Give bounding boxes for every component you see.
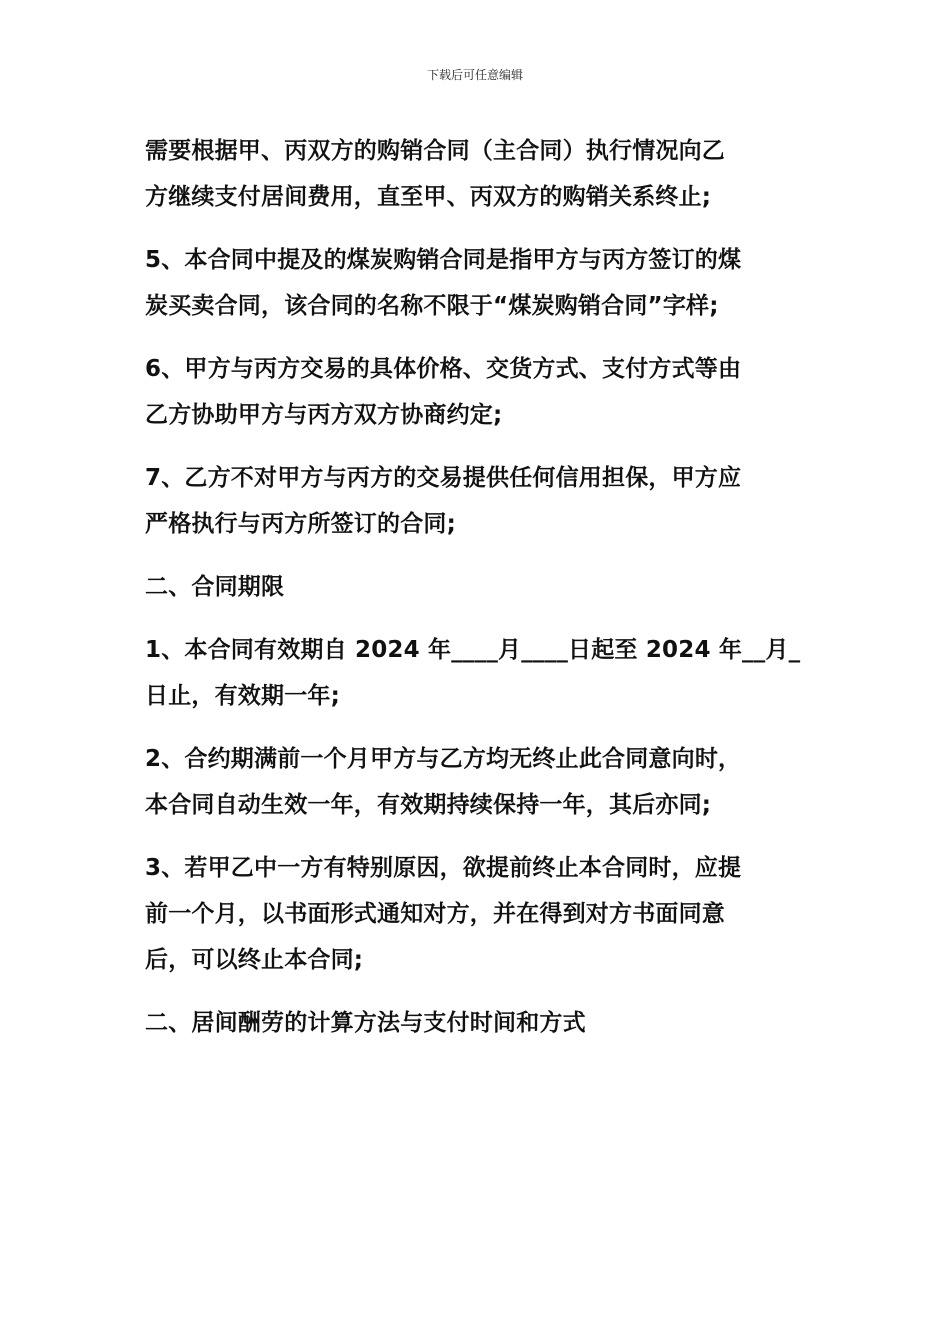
emphasis-text: 甲方与乙方	[370, 746, 487, 772]
section-heading-fee	[145, 1000, 810, 1046]
text-line: 6、甲方与丙方交易的具体价格、交货方式、支付方式等由	[145, 356, 742, 382]
text-line: 本合同自动生效一年，有效期持续保持一年，其后亦同;	[145, 792, 712, 818]
term-clause-1	[145, 627, 810, 719]
text-run: 甲方与丙方双方协商约定;	[237, 402, 503, 428]
text-line: 前一个月，以书面形式通知对方，并在得到对方书面同意	[145, 901, 725, 927]
text-line: 后，可以终止本合同;	[145, 947, 364, 973]
term-clause-3	[145, 845, 810, 983]
term-clause-2	[145, 736, 810, 828]
page-header: 下载后可任意编辑	[426, 68, 523, 82]
paragraph-continuation	[145, 128, 810, 220]
text-line: 方继续支付居间费用，直至甲、丙双方的购销关系终止;	[145, 184, 712, 210]
text-line: 5、本合同中提及的煤炭购销合同是指甲方与丙方签订的煤	[145, 247, 742, 273]
section-heading: 二、合同期限	[145, 574, 285, 600]
text-line: 严格执行与丙方所签订的合同;	[145, 511, 456, 537]
clause-6	[145, 346, 810, 438]
text-line: 7、乙方不对甲方与丙方的交易提供任何信用担保，甲方应	[145, 465, 742, 491]
text-line	[145, 736, 810, 782]
text-line: 1、本合同有效期自 2024 年____月____日起至 2024 年__月_	[145, 637, 801, 663]
emphasis-text: 乙方协助	[145, 402, 238, 428]
text-line: 炭买卖合同，该合同的名称不限于“煤炭购销合同”字样;	[145, 293, 719, 319]
section-heading-term	[145, 564, 810, 610]
text-run: 2、合约期满前一个月	[145, 746, 371, 772]
clause-5	[145, 237, 810, 329]
text-line: 日止，有效期一年;	[145, 683, 340, 709]
text-run: 均无终止此合同意向时，	[486, 746, 742, 772]
section-heading: 二、居间酬劳的计算方法与支付时间和方式	[145, 1010, 586, 1036]
text-line: 需要根据甲、丙双方的购销合同（主合同）执行情况向乙	[145, 138, 725, 164]
text-line	[145, 392, 810, 438]
document-body	[145, 128, 810, 1063]
text-line: 3、若甲乙中一方有特别原因，欲提前终止本合同时，应提	[145, 855, 742, 881]
clause-7	[145, 455, 810, 547]
